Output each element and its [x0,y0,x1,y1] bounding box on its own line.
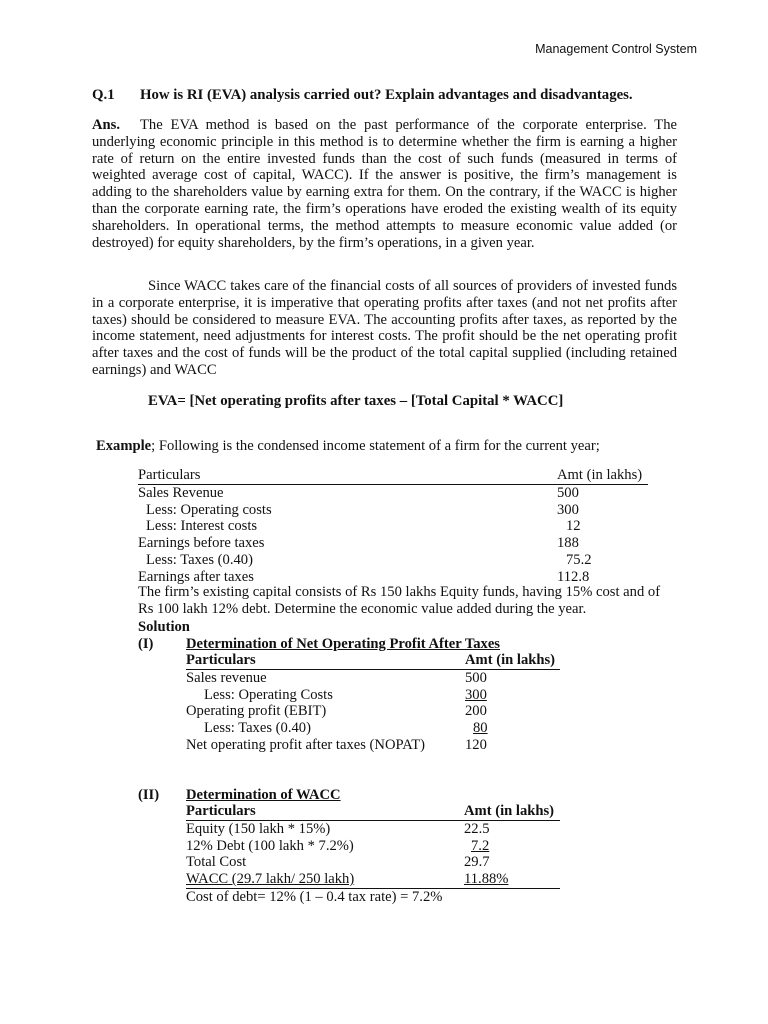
problem-statement: The firm’s existing capital consists of Rs 150 lakhs Equity funds, having 15% cost and of Rs 100 lakh 12% debt. Determine the economic value added during the year. [138,584,661,617]
page-header: Management Control System [535,42,697,56]
column-header-particulars: Particulars [186,652,256,668]
section-2-number: (II) [138,787,160,803]
table-row [186,838,560,855]
section-1-heading [138,636,500,653]
row-label: Operating profit (EBIT) [186,703,327,720]
row-label: Earnings before taxes [138,535,265,552]
income-statement-table [138,467,648,586]
answer-paragraph-2: Since WACC takes care of the financial costs of all sources of providers of invested funds in a corporate enterprise, it is imperative that operating profits after taxes (and not net profits after taxes) should be considered to measure EVA. The accounting profits after taxes, as reported by the income statement, need adjustments for interest costs. The profit should be the net operating profit after taxes and the cost of funds will be the product of the total capital supplied (including retained earnings) and WACC [92,278,677,378]
row-label: Less: Taxes (0.40) [204,720,311,737]
row-label: Earnings after taxes [138,568,254,585]
table-header-row [138,467,648,485]
row-amount: 112.8 [557,568,590,585]
column-header-amount: Amt (in lakhs) [465,652,556,668]
example-text: ; Following is the condensed income statement of a firm for the current year; [151,438,600,454]
row-label: Sales revenue [186,669,267,686]
row-label: Less: Taxes (0.40) [146,551,253,568]
row-amount: 11.88% [464,871,509,888]
table-row [138,518,648,535]
table-row [138,552,648,569]
table-row [186,854,560,871]
row-amount: 80 [473,720,488,737]
row-amount: 22.5 [464,820,490,837]
section-1-number: (I) [138,636,154,652]
section-1-title: Determination of Net Operating Profit After Taxes [186,636,500,652]
table-row [186,871,560,889]
row-amount: 188 [557,535,579,552]
row-label: 12% Debt (100 lakh * 7.2%) [186,837,354,854]
column-header-amount: Amt (in lakhs) [557,467,643,483]
row-amount: 7.2 [471,837,490,854]
row-amount: 29.7 [464,854,490,871]
row-label: Equity (150 lakh * 15%) [186,820,331,837]
example-label: Example [96,438,152,454]
table-row [186,720,560,737]
table-row [138,485,648,502]
row-label: Net operating profit after taxes (NOPAT) [186,736,425,753]
question-text: How is RI (EVA) analysis carried out? Explain advantages and disadvantages. [140,87,633,103]
nopat-table [186,652,560,754]
row-label: Total Cost [186,854,247,871]
row-label: Sales Revenue [138,484,224,501]
eva-formula: EVA= [Net operating profits after taxes – [Total Capital * WACC] [148,393,564,409]
table-row [138,535,648,552]
row-amount: 300 [465,686,487,703]
table-row [138,502,648,519]
note-text: Cost of debt= 12% (1 – 0.4 tax rate) = 7.2% [186,888,443,905]
row-label: Less: Operating Costs [204,686,333,703]
table-header-row [186,652,560,670]
row-label: WACC (29.7 lakh/ 250 lakh) [186,871,355,888]
wacc-table [186,803,560,906]
table-row [186,670,560,687]
column-header-particulars: Particulars [186,803,256,819]
row-label: Less: Operating costs [146,501,272,518]
table-header-row [186,803,560,821]
row-amount: 75.2 [566,551,592,568]
answer-para1-text: The EVA method is based on the past performance of the corporate enterprise. The underlying economic principle in this method is to determine whether the firm is earning a higher rate of return on the entire invested funds than the cost of such funds (measured in terms of weighted average cost of capital, WACC). If the answer is positive, the firm’s management is adding to the shareholders value by earning extra for them. On the contrary, if the WACC is higher than the corporate earning rate, the firm’s operations have eroded the existing wealth of its equity shareholders. In operational terms, the method attempts to measure economic value added (or destroyed) for equity shareholders, by the firm’s operations, in a given year. [92,117,677,251]
answer-paragraph-1 [92,117,677,251]
row-amount: 200 [465,703,487,720]
row-amount: 12 [566,518,581,535]
table-row [186,737,560,754]
row-amount: 500 [557,484,579,501]
cost-of-debt-note [186,889,560,906]
row-amount: 300 [557,501,579,518]
section-2-title: Determination of WACC [186,787,341,803]
table-row [186,703,560,720]
question-number: Q.1 [92,87,115,103]
row-amount: 500 [465,669,487,686]
example-intro [96,438,600,455]
column-header-particulars: Particulars [138,467,201,483]
row-label: Less: Interest costs [146,518,258,535]
row-amount: 120 [465,736,487,753]
answer-label: Ans. [92,117,120,133]
column-header-amount: Amt (in lakhs) [464,803,555,819]
table-row [186,687,560,704]
section-2-heading [138,787,341,804]
question-heading [92,87,633,104]
table-row [186,821,560,838]
solution-label: Solution [138,619,190,635]
